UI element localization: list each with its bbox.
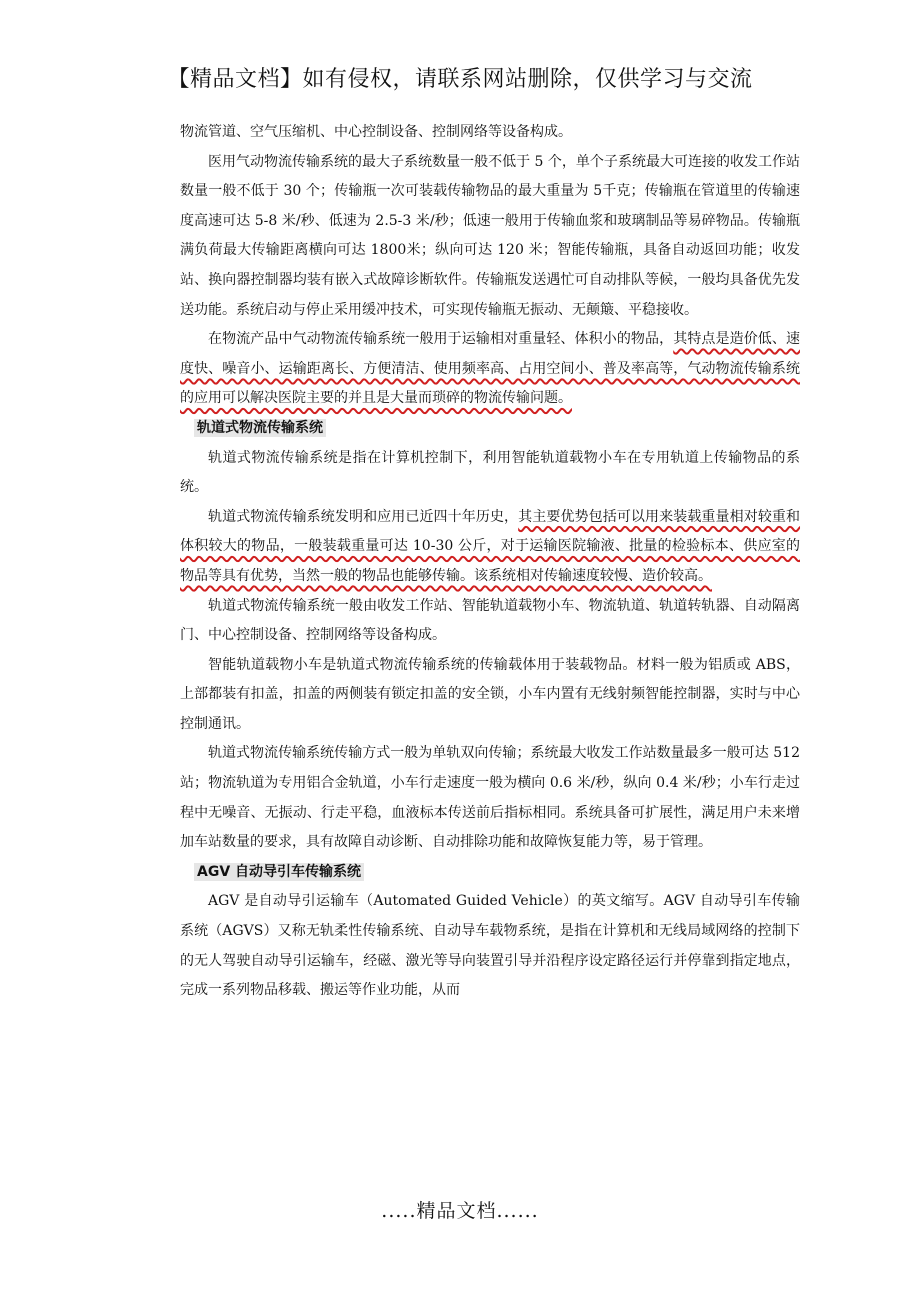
section-heading-text: AGV 自动导引车传输系统 <box>194 863 364 881</box>
page-header: 【精品文档】如有侵权，请联系网站删除，仅供学习与交流 <box>167 67 753 92</box>
paragraph-text: 轨道式物流传输系统发明和应用已近四十年历史， <box>208 508 519 525</box>
paragraph: 轨道式物流传输系统传输方式一般为单轨双向传输；系统最大收发工作站数量最多一般可达 512 站；物流轨道为专用铝合金轨道，小车行走速度一般为横向 0.6 米/秒，纵向 0.4 米/秒；小车行走过程中无噪音、无振动、行走平稳，血液标本传送前后指标相同。系统具备可扩展性，满足用户未来增加车站数量的要求，具有故障自动诊断、自动排除功能和故障恢复能力等，易于管理。 <box>180 745 800 851</box>
paragraph <box>180 503 800 592</box>
section-heading-text: 轨道式物流传输系统 <box>194 419 326 437</box>
paragraph-text: 在物流产品中气动物流传输系统一般用于运输相对重量轻、体积小的物品， <box>208 331 674 348</box>
paragraph: 轨道式物流传输系统是指在计算机控制下，利用智能轨道载物小车在专用轨道上传输物品的系统。 <box>180 449 800 496</box>
section-heading <box>180 414 800 444</box>
document-body <box>180 118 800 1006</box>
paragraph: AGV 是自动导引运输车（Automated Guided Vehicle）的英文缩写。AGV 自动导引车传输系统（AGVS）又称无轨柔性传输系统、自动导车载物系统，是指在计算机和无线局域网络的控制下的无人驾驶自动导引运输车，经磁、激光等导向装置引导并沿程序设定路径运行并停靠到指定地点，完成一系列物品移载、搬运等作业功能，从而 <box>180 893 800 999</box>
page-footer: .....精品文档...... <box>381 1200 539 1222</box>
grammar-marked-text: 其特点是造价低、速度快、噪音小、运输距离长、方便清洁、使用频率高、占用空间小、普及率高等，气动物流传输系统的应用可以解决医院主要的并且是大量而琐碎的物流传输问题。 <box>180 331 800 407</box>
paragraph: 智能轨道载物小车是轨道式物流传输系统的传输载体用于装载物品。材料一般为铝质或 ABS，上部都装有扣盖，扣盖的两侧装有锁定扣盖的安全锁，小车内置有无线射频智能控制器，实时与中心控制通讯。 <box>180 656 800 732</box>
paragraph <box>180 325 800 414</box>
paragraph: 物流管道、空气压缩机、中心控制设备、控制网络等设备构成。 <box>180 124 572 140</box>
section-heading <box>180 858 800 888</box>
grammar-marked-text: 其主要优势包括可以用来装载重量相对较重和体积较大的物品，一般装载重量可达 10-30 公斤，对于运输医院输液、批量的检验标本、供应室的物品等具有优势，当然一般的物品也能够传输。该系统相对传输速度较慢、造价较高。 <box>180 508 801 584</box>
paragraph: 医用气动物流传输系统的最大子系统数量一般不低于 5 个，单个子系统最大可连接的收发工作站数量一般不低于 30 个；传输瓶一次可装载传输物品的最大重量为 5千克；传输瓶在管道里的传输速度高速可达 5-8 米/秒、低速为 2.5-3 米/秒；低速一般用于传输血浆和玻璃制品等易碎物品。传输瓶满负荷最大传输距离横向可达 1800米；纵向可达 120 米；智能传输瓶，具备自动返回功能；收发站、换向器控制器均装有嵌入式故障诊断软件。传输瓶发送遇忙可自动排队等候，一般均具备优先发送功能。系统启动与停止采用缓冲技术，可实现传输瓶无振动、无颠簸、平稳接收。 <box>180 153 800 318</box>
paragraph: 轨道式物流传输系统一般由收发工作站、智能轨道载物小车、物流轨道、轨道转轨器、自动隔离门、中心控制设备、控制网络等设备构成。 <box>180 597 800 644</box>
